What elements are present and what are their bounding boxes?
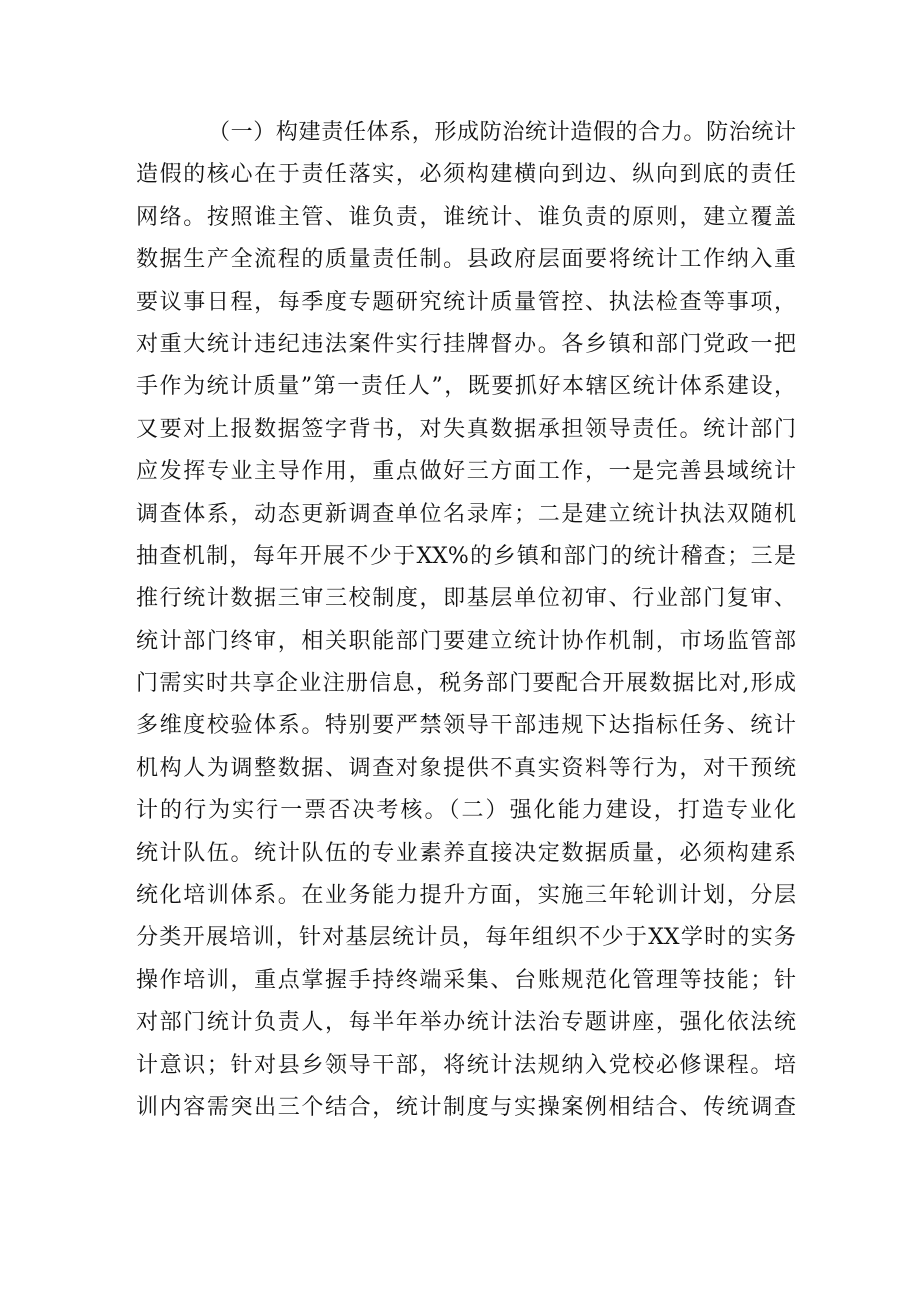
text-line: （一）构建责任体系，形成防治统计造假的合力。防治统计 bbox=[208, 120, 796, 145]
text-line: 调查体系，动态更新调查单位名录库；二是建立统计执法双随机 bbox=[136, 501, 796, 527]
text-line: 数据生产全流程的质量责任制。县政府层面要将统计工作纳入重 bbox=[136, 247, 796, 273]
text-line: 训内容需突出三个结合，统计制度与实操案例相结合、传统调查 bbox=[136, 1094, 796, 1120]
text-line: 网络。按照谁主管、谁负责，谁统计、谁负责的原则，建立覆盖 bbox=[136, 204, 796, 230]
text-line: 抽查机制，每年开展不少于XX%的乡镇和部门的统计稽查；三是 bbox=[136, 543, 796, 569]
text-line: 应发挥专业主导作用，重点做好三方面工作，一是完善县域统计 bbox=[136, 459, 796, 485]
text-line: 统计队伍。统计队伍的专业素养直接决定数据质量，必须构建系 bbox=[136, 840, 796, 866]
text-line: 统化培训体系。在业务能力提升方面，实施三年轮训计划，分层 bbox=[136, 883, 796, 909]
body-paragraph bbox=[136, 112, 796, 1129]
text-line: 对重大统计违纪违法案件实行挂牌督办。各乡镇和部门党政一把 bbox=[136, 331, 796, 357]
text-line: 对部门统计负责人，每半年举办统计法治专题讲座，强化依法统 bbox=[136, 1010, 796, 1036]
text-line: 机构人为调整数据、调查对象提供不真实资料等行为，对干预统 bbox=[136, 755, 796, 781]
text-line: 统计部门终审，相关职能部门要建立统计协作机制，市场监管部 bbox=[136, 628, 796, 654]
text-line: 造假的核心在于责任落实，必须构建横向到边、纵向到底的责任 bbox=[136, 162, 796, 188]
text-line: 计的行为实行一票否决考核。（二）强化能力建设，打造专业化 bbox=[136, 798, 796, 824]
text-line: 多维度校验体系。特别要严禁领导干部违规下达指标任务、统计 bbox=[136, 713, 796, 739]
text-line: 手作为统计质量”第一责任人”，既要抓好本辖区统计体系建设， bbox=[136, 374, 796, 400]
text-line: 门需实时共享企业注册信息，税务部门要配合开展数据比对,形成 bbox=[136, 671, 796, 697]
text-line: 要议事日程，每季度专题研究统计质量管控、执法检查等事项， bbox=[136, 289, 796, 315]
text-line: 操作培训，重点掌握手持终端采集、台账规范化管理等技能；针 bbox=[136, 967, 796, 993]
text-line: 推行统计数据三审三校制度，即基层单位初审、行业部门复审、 bbox=[136, 586, 796, 612]
text-line: 分类开展培训，针对基层统计员，每年组织不少于XX学时的实务 bbox=[136, 925, 796, 951]
text-line: 计意识；针对县乡领导干部，将统计法规纳入党校必修课程。培 bbox=[136, 1052, 796, 1078]
text-line: 又要对上报数据签字背书，对失真数据承担领导责任。统计部门 bbox=[136, 416, 796, 442]
